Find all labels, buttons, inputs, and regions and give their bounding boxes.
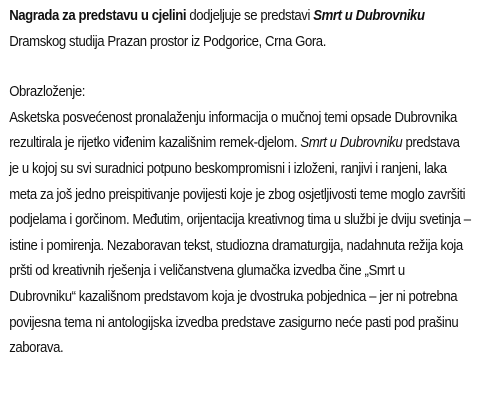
award-label: Nagrada za predstavu u cjelini	[9, 8, 187, 24]
explanation-part-1: Asketska posvećenost pronalaženju informacija o mučnoj temi opsade Dubrovnika rezultirala je rijetko viđenim kazališnim remek-djelom.	[9, 109, 457, 152]
award-text-2: Dramskog studija Prazan prostor iz Podgorice, Crna Gora.	[9, 33, 326, 50]
explanation-paragraph	[9, 106, 471, 362]
play-title-italic: Smrt u Dubrovniku	[300, 135, 403, 152]
play-title: Smrt u Dubrovniku	[313, 8, 425, 24]
explanation-heading: Obrazloženje:	[9, 84, 85, 101]
award-text-1: dodjeljuje se predstavi	[186, 8, 314, 24]
explanation-part-2: predstava je u kojoj su svi suradnici potpuno beskompromisni i izloženi, ranjivi i ranjeni, laka meta za još jedno preispitivanje povijesti koje je zbog osjetljivosti teme moglo završiti podjelama i gorčinom. Međutim, orijentacija kreativnog tima u službi je dviju svetinja – istine i pomirenja. Nezaboravan tekst, studiozna dramaturgija, nadahnuta režija koja pršti od kreativnih rješenja i veličanstvena glumačka izvedba čine „Smrt u Dubrovniku“ kazališnom predstavom koja je dvostruka pobjednica – jer ni potrebna povijesna tema ni antologijska izvedba predstave zasigurno neće pasti pod prašinu zaborava.	[9, 135, 471, 357]
award-paragraph	[9, 4, 471, 55]
